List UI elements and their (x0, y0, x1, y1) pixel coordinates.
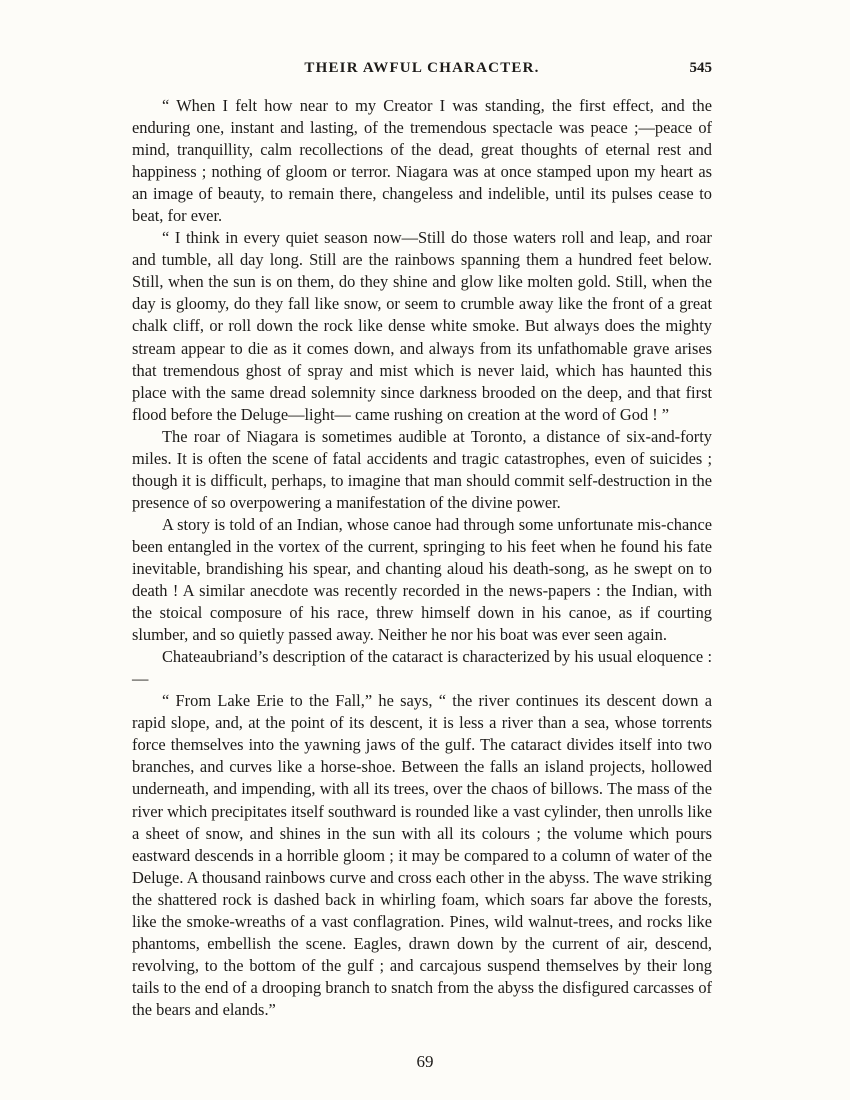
paragraph-roar-of-niagara: The roar of Niagara is sometimes audible at Toronto, a distance of six-and-forty miles. It is often the scene of fatal accidents and tragic catastrophes, even of suicides ; though it is difficult, perhaps, to imagine that man should commit self-destruction in the presence of so overpowering a manifestation of the divine power. (132, 426, 712, 512)
page-number: 545 (689, 60, 712, 76)
signature-mark: 69 (416, 1052, 434, 1071)
paragraph-chateaubriand-quote: “ From Lake Erie to the Fall,” he says, “ the river continues its descent down a rapid slope, and, at the point of its descent, it is less a river than a sea, whose torrents force themselves into the yawning jaws of the gulf. The cataract divides itself into two branches, and curves like a horse-shoe. Between the falls an island projects, hollowed underneath, and impending, with all its trees, over the chaos of billows. The mass of the river which precipitates itself southward is rounded like a vast cylinder, then unrolls like a sheet of snow, and shines in the sun with all its colours ; the volume which pours eastward descends in a horrible gloom ; it may be compared to a column of water of the Deluge. A thousand rainbows curve and cross each other in the abyss. The wave striking the shattered rock is dashed back in whirling foam, which soars far above the forests, like the smoke-wreaths of a vast conflagration. Pines, wild walnut-trees, and rocks like phantoms, embellish the scene. Eagles, drawn down by the current of air, descend, revolving, to the bottom of the gulf ; and carcajous suspend themselves by their long tails to the end of a drooping branch to snatch from the abyss the disfigured carcasses of the bears and elands.” (132, 691, 712, 1019)
running-head (132, 60, 712, 82)
paragraph-dickens-quiet-season: “ I think in every quiet season now—Still do those waters roll and leap, and roar and tumble, all day long. Still are the rainbows spanning them a hundred feet below. Still, when the sun is on them, do they shine and glow like molten gold. Still, when the day is gloomy, do they fall like snow, or seem to crumble away like the front of a great chalk cliff, or roll down the rock like dense white smoke. But always does the mighty stream appear to die as it comes down, and always from its unfathomable grave arises that tremendous ghost of spray and mist which is never laid, which has haunted this place with the same dread solemnity since darkness brooded on the deep, and that first flood before the Deluge—light— came rushing on creation at the word of God ! ” (132, 228, 712, 424)
body-text (132, 95, 712, 1021)
running-title: THEIR AWFUL CHARACTER. (304, 60, 540, 76)
paragraph-indian-story: A story is told of an Indian, whose canoe had through some unfortunate mis-chance been entangled in the vortex of the current, springing to his feet when he found his fate inevitable, brandishing his spear, and chanting aloud his death-song, as he swept on to death ! A similar anecdote was recently recorded in the news-papers : the Indian, with the stoical composure of his race, threw himself down in his canoe, as if courting slumber, and so quietly passed away. Neither he nor his boat was ever seen again. (132, 514, 712, 645)
paragraph-chateaubriand-intro: Chateaubriand’s description of the cataract is characterized by his usual eloquence :— (132, 647, 712, 689)
paragraph-dickens-peace: “ When I felt how near to my Creator I was standing, the first effect, and the enduring one, instant and lasting, of the tremendous spectacle was peace ;—peace of mind, tranquillity, calm recollections of the dead, great thoughts of eternal rest and happiness ; nothing of gloom or terror. Niagara was at once stamped upon my heart as an image of beauty, to remain there, changeless and indelible, until its pulses cease to beat, for ever. (132, 96, 712, 226)
